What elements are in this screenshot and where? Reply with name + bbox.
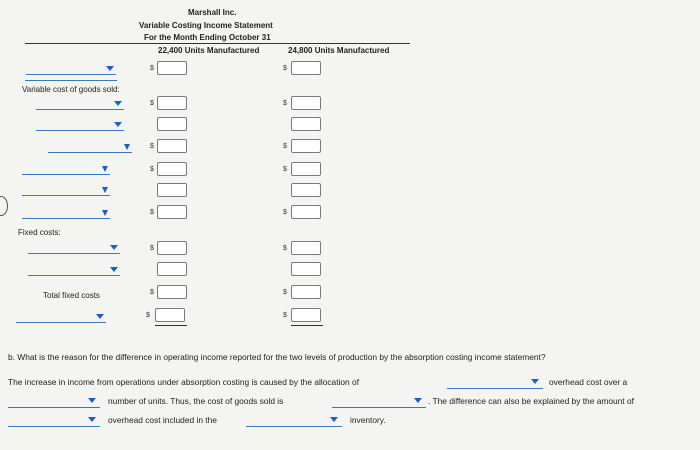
total-fixed-input-col2[interactable] [291, 285, 321, 299]
fixed-cost-dropdown[interactable] [28, 241, 120, 254]
chevron-down-icon [102, 187, 108, 193]
chevron-down-icon [88, 398, 96, 403]
inventory-type-dropdown[interactable] [246, 415, 342, 427]
variable-cost-dropdown[interactable] [36, 97, 124, 110]
currency-symbol: $ [283, 166, 287, 173]
variable-cogs-label: Variable cost of goods sold: [22, 85, 120, 94]
income-input-col2[interactable] [291, 308, 321, 322]
income-input-col1[interactable] [155, 308, 185, 322]
currency-symbol: $ [283, 289, 287, 296]
chevron-down-icon [414, 398, 422, 403]
currency-symbol: $ [150, 209, 154, 216]
variable-cost-dropdown[interactable] [36, 118, 124, 131]
chevron-down-icon [96, 314, 104, 319]
chevron-down-icon [88, 417, 96, 422]
statement-title: Variable Costing Income Statement [139, 21, 273, 30]
chevron-down-icon [114, 122, 122, 127]
currency-symbol: $ [150, 100, 154, 107]
sales-dropdown[interactable] [26, 62, 116, 75]
question-b-prompt: b. What is the reason for the difference in operating income reported for the two levels of production by the absorption costing income statement? [8, 352, 546, 362]
overhead-type-dropdown[interactable] [8, 415, 100, 427]
chevron-down-icon [114, 101, 122, 106]
chevron-down-icon [531, 379, 539, 384]
answer-sentence-5: overhead cost included in the [108, 415, 217, 425]
currency-symbol: $ [150, 289, 154, 296]
answer-sentence-4: . The difference can also be explained by the amount of [428, 396, 634, 406]
currency-symbol: $ [283, 209, 287, 216]
amount-input-col2[interactable] [291, 96, 321, 110]
currency-symbol: $ [146, 312, 150, 319]
amount-input-col2[interactable] [291, 183, 321, 197]
currency-symbol: $ [283, 100, 287, 107]
amount-input-col1[interactable] [157, 162, 187, 176]
answer-sentence-1: The increase in income from operations under absorption costing is caused by the allocation of [8, 377, 360, 387]
amount-input-col1[interactable] [157, 117, 187, 131]
chevron-down-icon [102, 210, 108, 216]
chevron-down-icon [110, 267, 118, 272]
currency-symbol: $ [150, 245, 154, 252]
units-dropdown[interactable] [8, 396, 100, 408]
answer-sentence-2: overhead cost over a [549, 377, 628, 387]
chevron-down-icon [110, 245, 118, 250]
amount-input-col2[interactable] [291, 262, 321, 276]
amount-input-col2[interactable] [291, 61, 321, 75]
fixed-costs-label: Fixed costs: [18, 228, 61, 237]
currency-symbol: $ [283, 245, 287, 252]
amount-input-col1[interactable] [157, 262, 187, 276]
amount-input-col2[interactable] [291, 117, 321, 131]
column-header-2: 24,800 Units Manufactured [288, 46, 390, 55]
amount-input-col2[interactable] [291, 205, 321, 219]
column-header-1: 22,400 Units Manufactured [158, 46, 260, 55]
variable-cost-dropdown[interactable] [22, 162, 110, 175]
chevron-down-icon [102, 166, 108, 172]
amount-input-col2[interactable] [291, 241, 321, 255]
currency-symbol: $ [283, 143, 287, 150]
variable-cost-dropdown[interactable] [22, 183, 110, 196]
variable-cost-dropdown[interactable] [48, 140, 132, 153]
variable-cost-dropdown[interactable] [22, 206, 110, 219]
row-rule [25, 80, 117, 81]
left-edge-control [0, 196, 8, 216]
amount-input-col1[interactable] [157, 139, 187, 153]
answer-sentence-3: number of units. Thus, the cost of goods sold is [108, 396, 284, 406]
amount-input-col1[interactable] [157, 183, 187, 197]
amount-input-col2[interactable] [291, 162, 321, 176]
fixed-cost-dropdown[interactable] [28, 263, 120, 276]
answer-sentence-6: inventory. [350, 415, 386, 425]
amount-input-col1[interactable] [157, 61, 187, 75]
currency-symbol: $ [283, 65, 287, 72]
chevron-down-icon [106, 66, 114, 71]
currency-symbol: $ [150, 166, 154, 173]
cogs-dropdown[interactable] [332, 396, 426, 408]
header-rule [25, 43, 410, 44]
amount-input-col2[interactable] [291, 139, 321, 153]
double-underline [155, 325, 187, 326]
chevron-down-icon [330, 417, 338, 422]
currency-symbol: $ [150, 143, 154, 150]
amount-input-col1[interactable] [157, 96, 187, 110]
total-fixed-input-col1[interactable] [157, 285, 187, 299]
amount-input-col1[interactable] [157, 205, 187, 219]
company-name: Marshall Inc. [188, 8, 237, 17]
allocation-dropdown[interactable] [447, 377, 543, 389]
amount-input-col1[interactable] [157, 241, 187, 255]
statement-period: For the Month Ending October 31 [144, 33, 271, 42]
double-underline [291, 325, 323, 326]
chevron-down-icon [124, 144, 130, 150]
currency-symbol: $ [283, 312, 287, 319]
currency-symbol: $ [150, 65, 154, 72]
total-fixed-costs-label: Total fixed costs [43, 291, 100, 300]
operating-income-dropdown[interactable] [16, 310, 106, 323]
